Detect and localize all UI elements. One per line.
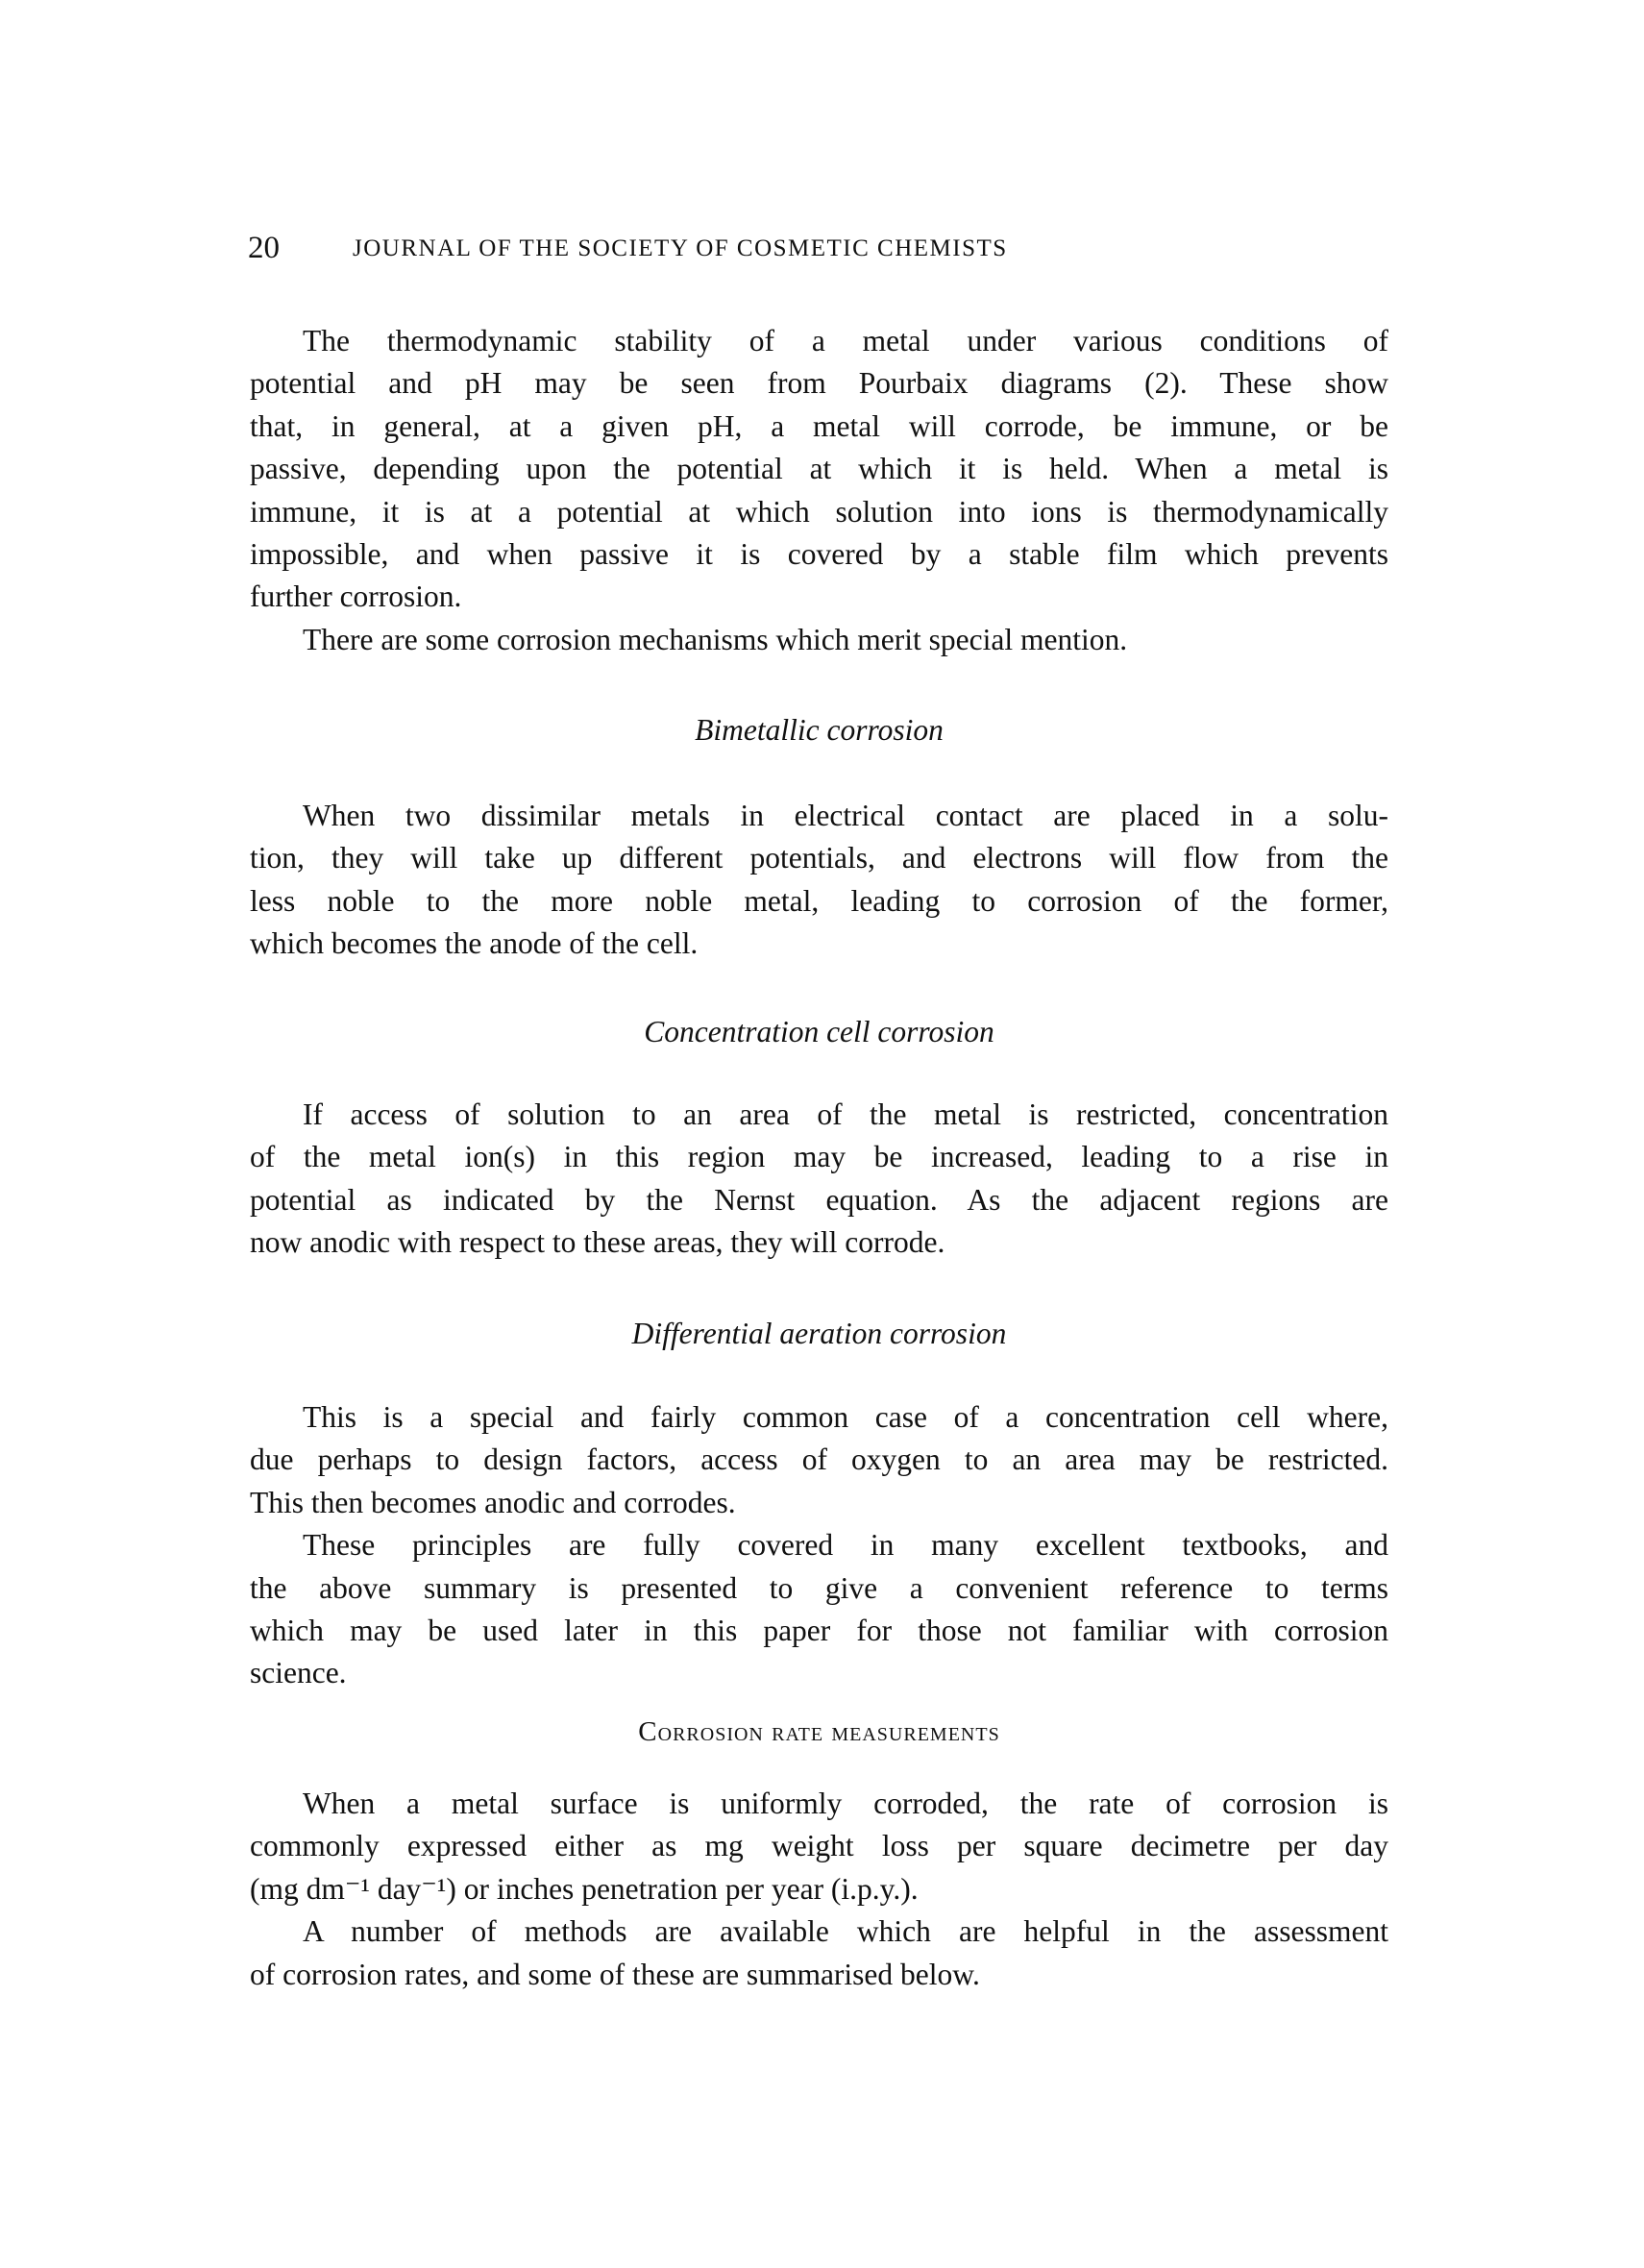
text-line: These principles are fully covered in many excellent textbooks, and — [303, 1528, 1388, 1563]
text-line: This then becomes anodic and corrodes. — [250, 1485, 736, 1519]
page-number: 20 — [248, 231, 280, 265]
text-line: the above summary is presented to give a convenient reference to terms — [250, 1570, 1388, 1605]
section-subheading: Concentration cell corrosion — [644, 1015, 994, 1048]
section-heading: Corrosion rate measurements — [638, 1716, 1000, 1747]
text-line: impossible, and when passive it is covered by a stable film which prevents — [250, 536, 1388, 571]
text-line: that, in general, at a given pH, a metal will corrode, be immune, or be — [250, 408, 1388, 443]
text-line: which becomes the anode of the cell. — [250, 926, 699, 961]
text-line: If access of solution to an area of the metal is restricted, concentration — [303, 1097, 1388, 1131]
paragraph-block — [250, 1094, 1388, 1265]
text-line: (mg dm⁻¹ day⁻¹) or inches penetration per year (i.p.y.). — [250, 1871, 919, 1906]
text-line: of the metal ion(s) in this region may be increased, leading to a rise in — [250, 1140, 1388, 1174]
text-line: now anodic with respect to these areas, they will corrode. — [250, 1225, 945, 1260]
text-line: commonly expressed either as mg weight loss per square decimetre per day — [250, 1829, 1388, 1863]
text-line: When a metal surface is uniformly corroded, the rate of corrosion is — [303, 1787, 1388, 1820]
text-line: immune, it is at a potential at which solution into ions is thermodynamically — [250, 494, 1388, 529]
journal-title: JOURNAL OF THE SOCIETY OF COSMETIC CHEMISTS — [353, 235, 1008, 261]
text-line: There are some corrosion mechanisms which merit special mention. — [303, 622, 1128, 656]
text-line: A number of methods are available which are helpful in the assessment — [303, 1914, 1388, 1949]
section-subheading: Bimetallic corrosion — [695, 713, 944, 747]
text-line: which may be used later in this paper for those not familiar with corrosion — [250, 1613, 1388, 1647]
paragraph-block — [250, 320, 1388, 661]
text-line: When two dissimilar metals in electrical contact are placed in a solu- — [303, 799, 1388, 832]
section-subheading: Differential aeration corrosion — [631, 1317, 1007, 1350]
text-line: further corrosion. — [250, 579, 462, 614]
text-line: due perhaps to design factors, access of oxygen to an area may be restricted. — [250, 1442, 1388, 1477]
text-line: potential as indicated by the Nernst equation. As the adjacent regions are — [250, 1182, 1388, 1217]
text-line: tion, they will take up different potentials, and electrons will flow from the — [250, 841, 1388, 875]
text-line: of corrosion rates, and some of these are summarised below. — [250, 1957, 980, 1991]
paragraph-block — [250, 795, 1388, 966]
text-line: less noble to the more noble metal, leading to corrosion of the former, — [250, 883, 1388, 918]
text-line: passive, depending upon the potential at which it is held. When a metal is — [250, 452, 1388, 486]
paragraph-block — [250, 1396, 1388, 1695]
paragraph-block — [250, 1783, 1388, 1996]
text-line: The thermodynamic stability of a metal under various conditions of — [303, 324, 1388, 357]
text-line: This is a special and fairly common case of a concentration cell where, — [303, 1400, 1388, 1434]
text-line: science. — [250, 1656, 347, 1690]
text-line: potential and pH may be seen from Pourbaix diagrams (2). These show — [250, 366, 1388, 401]
